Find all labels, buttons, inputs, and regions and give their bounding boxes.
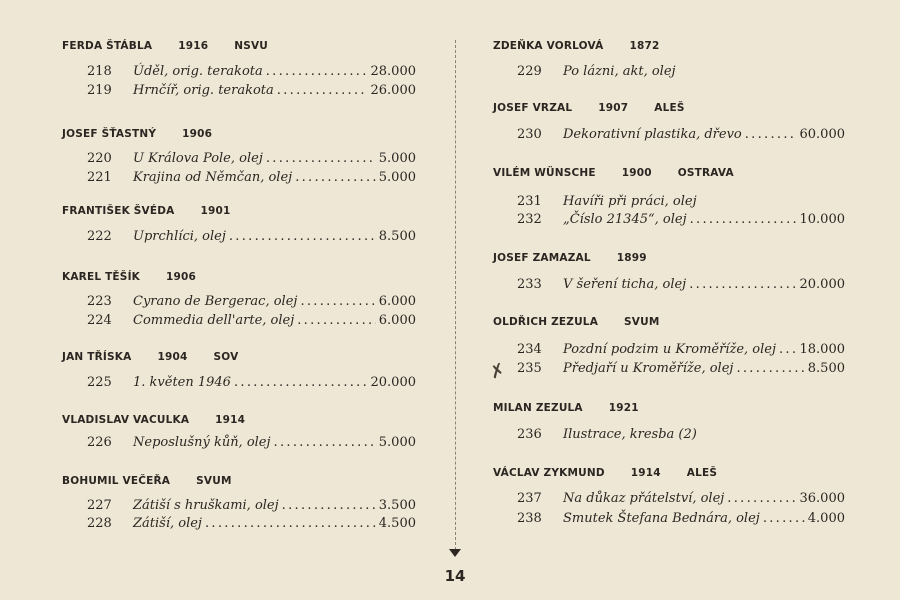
dot-leader: [727, 491, 796, 506]
entry-number: 237: [517, 491, 542, 506]
entry-title: „Číslo 21345“, olej: [563, 212, 687, 227]
artist-header: [62, 414, 271, 426]
artist-name: MILAN ZEZULA: [493, 402, 583, 414]
entry-title: Krajina od Němčan, olej: [133, 170, 293, 185]
artist-name: ZDEŇKA VORLOVÁ: [493, 40, 604, 52]
dot-leader: [689, 277, 796, 292]
catalog-entry: [87, 435, 416, 453]
entry-number: 222: [87, 229, 112, 244]
artist-header: [493, 402, 665, 414]
artist-header: [62, 475, 258, 487]
entry-price: 20.000: [799, 277, 845, 292]
entry-price: 5.000: [378, 435, 416, 450]
entry-price: 28.000: [370, 64, 416, 79]
entry-number: 227: [87, 498, 112, 513]
artist-header: [493, 167, 760, 179]
entry-title: Havíři při práci, olej: [563, 194, 697, 209]
entry-number: 232: [517, 212, 542, 227]
artist-detail: ALEŠ: [686, 467, 718, 479]
entry-price: 18.000: [799, 342, 845, 357]
catalog-entry: [517, 127, 845, 145]
entry-title: Neposlušný kůň, olej: [133, 435, 271, 450]
dot-leader: [234, 375, 368, 390]
catalog-entry: [87, 229, 416, 247]
page-number: 14: [444, 567, 466, 585]
catalog-entry: [87, 313, 416, 331]
artist-header: [493, 102, 711, 114]
dot-leader: [297, 313, 376, 328]
dot-leader: [295, 170, 376, 185]
entry-number: 220: [87, 151, 112, 166]
artist-detail: OSTRAVA: [677, 167, 734, 179]
entry-title: Zátiší, olej: [133, 516, 202, 531]
artist-name: JOSEF ZAMAZAL: [493, 252, 591, 264]
catalog-entry: [87, 294, 416, 312]
catalog-entry: [87, 83, 416, 101]
entry-title: Commedia dell'arte, olej: [133, 313, 295, 328]
entry-title: Zátiší s hruškami, olej: [133, 498, 279, 513]
entry-number: 225: [87, 375, 112, 390]
catalog-entry: [87, 64, 416, 82]
entry-number: 236: [517, 427, 542, 442]
entry-title: Po lázni, akt, olej: [563, 64, 676, 79]
dot-leader: [229, 229, 376, 244]
entry-number: 226: [87, 435, 112, 450]
entry-number: 228: [87, 516, 112, 531]
entry-title: Úděl, orig. terakota: [133, 64, 263, 79]
artist-header: [62, 205, 257, 217]
entry-number: 223: [87, 294, 112, 309]
entry-number: 218: [87, 64, 112, 79]
artist-header: [493, 316, 686, 328]
entry-number: 221: [87, 170, 112, 185]
artist-detail: 1921: [608, 402, 639, 414]
artist-name: FRANTIŠEK ŠVÉDA: [62, 205, 175, 217]
artist-name: JAN TŘÍSKA: [62, 351, 132, 363]
entry-price: 5.000: [378, 170, 416, 185]
artist-detail: ALEŠ: [654, 102, 685, 114]
catalog-entry: [517, 212, 845, 230]
artist-name: JOSEF ŠŤASTNÝ: [62, 128, 157, 140]
entry-price: 6.000: [378, 313, 416, 328]
artist-detail: 1914: [630, 467, 661, 479]
catalog-entry: [517, 342, 845, 360]
artist-name: VÁCLAV ZYKMUND: [493, 467, 605, 479]
handwritten-mark-icon: ✗: [486, 359, 508, 384]
dot-leader: [282, 498, 376, 513]
entry-price: 26.000: [370, 83, 416, 98]
entry-number: 234: [517, 342, 542, 357]
dot-leader: [779, 342, 797, 357]
artist-name: JOSEF VRZAL: [493, 102, 573, 114]
artist-header: [493, 467, 743, 479]
entry-title: Cyrano de Bergerac, olej: [133, 294, 298, 309]
column-divider: [455, 40, 456, 550]
entry-number: 233: [517, 277, 542, 292]
entry-title: Na důkaz přátelství, olej: [563, 491, 725, 506]
artist-detail: SOV: [213, 351, 239, 363]
entry-number: 238: [517, 511, 542, 526]
dot-leader: [736, 361, 804, 376]
entry-price: 10.000: [799, 212, 845, 227]
artist-detail: 1900: [621, 167, 652, 179]
entry-title: 1. květen 1946: [133, 375, 231, 390]
artist-detail: 1907: [598, 102, 629, 114]
entry-number: 230: [517, 127, 542, 142]
catalog-entry: [87, 170, 416, 188]
entry-price: 5.000: [378, 151, 416, 166]
artist-detail: 1916: [178, 40, 209, 52]
artist-detail: 1899: [616, 252, 647, 264]
entry-price: 20.000: [370, 375, 416, 390]
entry-title: U Králova Pole, olej: [133, 151, 263, 166]
artist-detail: SVUM: [624, 316, 660, 328]
catalog-entry: [87, 375, 416, 393]
entry-price: 8.500: [378, 229, 416, 244]
entry-title: Dekorativní plastika, dřevo: [563, 127, 742, 142]
catalog-entry: [517, 277, 845, 295]
entry-title: Předjaří u Kroměříže, olej: [563, 361, 734, 376]
artist-header: [62, 351, 264, 363]
entry-number: 224: [87, 313, 112, 328]
dot-leader: [763, 511, 805, 526]
artist-name: FERDA ŠTÁBLA: [62, 40, 153, 52]
entry-title: Uprchlíci, olej: [133, 229, 226, 244]
dot-leader: [266, 151, 376, 166]
catalog-entry: [517, 491, 845, 509]
artist-header: [62, 271, 222, 283]
artist-detail: SVUM: [196, 475, 232, 487]
entry-price: 60.000: [799, 127, 845, 142]
entry-title: Smutek Štefana Bednára, olej: [563, 511, 760, 526]
entry-title: Pozdní podzim u Kroměříže, olej: [563, 342, 776, 357]
artist-detail: 1872: [629, 40, 660, 52]
down-arrow-icon: [449, 549, 461, 557]
artist-detail: NSVU: [234, 40, 269, 52]
catalog-entry: [87, 498, 416, 516]
dot-leader: [277, 83, 368, 98]
artist-name: BOHUMIL VEČEŘA: [62, 475, 171, 487]
catalog-entry: [517, 361, 845, 379]
entry-title: V šeření ticha, olej: [563, 277, 687, 292]
artist-header: [493, 40, 686, 52]
artist-name: VLADISLAV VACULKA: [62, 414, 190, 426]
catalog-entry: [517, 64, 845, 82]
entry-price: 4.500: [378, 516, 416, 531]
entry-price: 8.500: [807, 361, 845, 376]
catalog-entry: [517, 194, 845, 212]
artist-header: [493, 252, 673, 264]
dot-leader: [266, 64, 368, 79]
artist-detail: 1906: [182, 128, 213, 140]
dot-leader: [205, 516, 376, 531]
entry-price: 3.500: [378, 498, 416, 513]
dot-leader: [690, 212, 797, 227]
entry-number: 231: [517, 194, 542, 209]
entry-number: 229: [517, 64, 542, 79]
entry-title: Ilustrace, kresba (2): [563, 427, 697, 442]
dot-leader: [274, 435, 376, 450]
entry-price: 4.000: [807, 511, 845, 526]
artist-header: [62, 40, 294, 52]
artist-detail: 1914: [215, 414, 246, 426]
catalog-entry: [87, 151, 416, 169]
entry-number: 235: [517, 361, 542, 376]
entry-price: 36.000: [799, 491, 845, 506]
artist-detail: 1906: [166, 271, 197, 283]
artist-detail: 1901: [200, 205, 231, 217]
catalog-entry: [87, 516, 416, 534]
artist-header: [62, 128, 238, 140]
dot-leader: [300, 294, 375, 309]
catalog-entry: [517, 511, 845, 529]
artist-detail: 1904: [157, 351, 188, 363]
entry-title: Hrnčíř, orig. terakota: [133, 83, 274, 98]
artist-name: VILÉM WÜNSCHE: [493, 167, 596, 179]
entry-number: 219: [87, 83, 112, 98]
catalog-entry: [517, 427, 845, 445]
artist-name: KAREL TĚŠÍK: [62, 271, 141, 283]
artist-name: OLDŘICH ZEZULA: [493, 316, 599, 328]
dot-leader: [745, 127, 797, 142]
entry-price: 6.000: [378, 294, 416, 309]
